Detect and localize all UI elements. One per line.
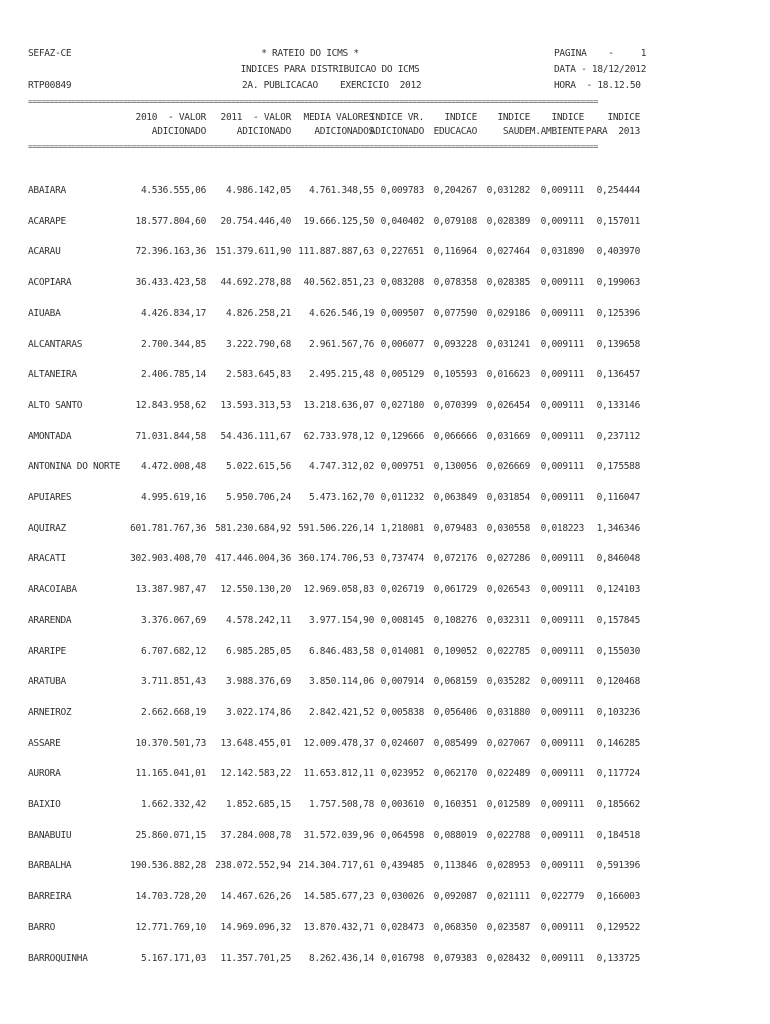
column-header-1-line1: 2010 - VALOR [135, 112, 206, 123]
row-value-col-8: 0,155030 [596, 646, 640, 657]
row-value-col-1: 6.707.682,12 [140, 646, 206, 657]
row-value-col-3: 13.218.636,07 [303, 400, 374, 411]
row-value-col-7: 0,009111 [540, 953, 584, 964]
column-header-4-line2: ADICIONADO [369, 126, 424, 137]
row-value-col-8: 0,591396 [596, 860, 640, 871]
row-value-col-2: 3.988.376,69 [225, 676, 291, 687]
row-value-col-8: 0,254444 [596, 185, 640, 196]
row-value-col-2: 14.467.626,26 [220, 891, 291, 902]
municipality-name: ARARIPE [28, 646, 66, 657]
table-row [0, 860, 770, 872]
table-row [0, 922, 770, 934]
row-value-col-2: 3.222.790,68 [225, 339, 291, 350]
row-value-col-2: 581.230.684,92 [215, 523, 291, 534]
municipality-name: BANABUIU [28, 830, 72, 841]
row-value-col-4: 1,218081 [380, 523, 424, 534]
municipality-name: AIUABA [28, 308, 61, 319]
table-row [0, 707, 770, 719]
row-value-col-8: 0,157011 [596, 216, 640, 227]
row-value-col-1: 302.903.408,70 [130, 553, 206, 564]
row-value-col-7: 0,009111 [540, 277, 584, 288]
exercise-label: EXERCICIO 2012 [340, 80, 422, 91]
municipality-name: ACARAPE [28, 216, 66, 227]
row-value-col-3: 360.174.706,53 [298, 553, 374, 564]
row-value-col-7: 0,009111 [540, 461, 584, 472]
row-value-col-2: 4.986.142,05 [225, 185, 291, 196]
municipality-name: ARACATI [28, 553, 66, 564]
row-value-col-6: 0,031669 [486, 431, 530, 442]
row-value-col-3: 19.666.125,50 [303, 216, 374, 227]
row-value-col-3: 3.850.114,06 [308, 676, 374, 687]
row-value-col-3: 6.846.483,58 [308, 646, 374, 657]
row-value-col-1: 12.843.958,62 [135, 400, 206, 411]
row-value-col-6: 0,026669 [486, 461, 530, 472]
row-value-col-7: 0,009111 [540, 216, 584, 227]
row-value-col-1: 4.472.008,48 [140, 461, 206, 472]
row-value-col-4: 0,040402 [380, 216, 424, 227]
row-value-col-5: 0,093228 [433, 339, 477, 350]
row-value-col-5: 0,204267 [433, 185, 477, 196]
row-value-col-2: 238.072.552,94 [215, 860, 291, 871]
row-value-col-5: 0,066666 [433, 431, 477, 442]
column-header-4-line1: INDICE VR. [369, 112, 424, 123]
row-value-col-6: 0,031241 [486, 339, 530, 350]
row-value-col-7: 0,009111 [540, 799, 584, 810]
table-row [0, 246, 770, 258]
row-value-col-2: 1.852.685,15 [225, 799, 291, 810]
row-value-col-6: 0,021111 [486, 891, 530, 902]
column-header-2-line1: 2011 - VALOR [220, 112, 291, 123]
table-row [0, 676, 770, 688]
row-value-col-3: 12.009.478,37 [303, 738, 374, 749]
row-value-col-3: 2.961.567,76 [308, 339, 374, 350]
table-row [0, 953, 770, 965]
municipality-name: ALCANTARAS [28, 339, 83, 350]
row-value-col-2: 151.379.611,90 [215, 246, 291, 257]
row-value-col-3: 4.747.312,02 [308, 461, 374, 472]
row-value-col-8: 0,846048 [596, 553, 640, 564]
row-value-col-7: 0,018223 [540, 523, 584, 534]
report-date: DATA - 18/12/2012 [554, 64, 647, 75]
municipality-name: BARRO [28, 922, 56, 933]
row-value-col-8: 0,136457 [596, 369, 640, 380]
row-value-col-8: 0,184518 [596, 830, 640, 841]
municipality-name: ALTO SANTO [28, 400, 83, 411]
row-value-col-7: 0,009111 [540, 308, 584, 319]
row-value-col-5: 0,092087 [433, 891, 477, 902]
municipality-name: BARROQUINHA [28, 953, 88, 964]
row-value-col-5: 0,078358 [433, 277, 477, 288]
row-value-col-6: 0,023587 [486, 922, 530, 933]
row-value-col-5: 0,116964 [433, 246, 477, 257]
row-value-col-3: 11.653.812,11 [303, 768, 374, 779]
row-value-col-6: 0,031880 [486, 707, 530, 718]
row-value-col-3: 4.761.348,55 [308, 185, 374, 196]
row-value-col-6: 0,016623 [486, 369, 530, 380]
row-value-col-5: 0,077590 [433, 308, 477, 319]
column-header-3-line1: MEDIA VALORES [303, 112, 374, 123]
row-value-col-6: 0,028432 [486, 953, 530, 964]
row-value-col-8: 1,346346 [596, 523, 640, 534]
row-value-col-7: 0,009111 [540, 738, 584, 749]
row-value-col-5: 0,079108 [433, 216, 477, 227]
row-value-col-4: 0,005838 [380, 707, 424, 718]
table-row [0, 185, 770, 197]
municipality-name: ASSARE [28, 738, 61, 749]
row-value-col-2: 5.022.615,56 [225, 461, 291, 472]
row-value-col-6: 0,022489 [486, 768, 530, 779]
row-value-col-8: 0,120468 [596, 676, 640, 687]
column-header-6-line1: INDICE [497, 112, 530, 123]
row-value-col-8: 0,146285 [596, 738, 640, 749]
row-value-col-6: 0,022788 [486, 830, 530, 841]
row-value-col-4: 0,009783 [380, 185, 424, 196]
row-value-col-5: 0,088019 [433, 830, 477, 841]
row-value-col-3: 31.572.039,96 [303, 830, 374, 841]
row-value-col-4: 0,009507 [380, 308, 424, 319]
row-value-col-8: 0,237112 [596, 431, 640, 442]
row-value-col-1: 4.995.619,16 [140, 492, 206, 503]
program-code: RTP00849 [28, 80, 72, 91]
row-value-col-4: 0,005129 [380, 369, 424, 380]
row-value-col-1: 36.433.423,58 [135, 277, 206, 288]
row-value-col-4: 0,030026 [380, 891, 424, 902]
column-header-6-line2: SAUDE [502, 126, 530, 137]
row-value-col-6: 0,012589 [486, 799, 530, 810]
table-row [0, 339, 770, 351]
row-value-col-5: 0,105593 [433, 369, 477, 380]
column-header-1-line2: ADICIONADO [151, 126, 206, 137]
row-value-col-4: 0,011232 [380, 492, 424, 503]
row-value-col-4: 0,083208 [380, 277, 424, 288]
row-value-col-3: 1.757.508,78 [308, 799, 374, 810]
row-value-col-1: 3.376.067,69 [140, 615, 206, 626]
row-value-col-7: 0,009111 [540, 400, 584, 411]
row-value-col-3: 62.733.978,12 [303, 431, 374, 442]
row-value-col-8: 0,116047 [596, 492, 640, 503]
row-value-col-7: 0,009111 [540, 646, 584, 657]
row-value-col-3: 12.969.058,83 [303, 584, 374, 595]
row-value-col-3: 214.304.717,61 [298, 860, 374, 871]
table-row [0, 768, 770, 780]
row-value-col-2: 4.578.242,11 [225, 615, 291, 626]
row-value-col-7: 0,009111 [540, 339, 584, 350]
row-value-col-6: 0,028385 [486, 277, 530, 288]
column-header-8-line1: INDICE [607, 112, 640, 123]
row-value-col-8: 0,185662 [596, 799, 640, 810]
row-value-col-5: 0,079483 [433, 523, 477, 534]
row-value-col-7: 0,009111 [540, 185, 584, 196]
row-value-col-2: 4.826.258,21 [225, 308, 291, 319]
row-value-col-6: 0,031854 [486, 492, 530, 503]
row-value-col-8: 0,125396 [596, 308, 640, 319]
row-value-col-1: 2.662.668,19 [140, 707, 206, 718]
row-value-col-2: 20.754.446,40 [220, 216, 291, 227]
row-value-col-6: 0,027464 [486, 246, 530, 257]
report-title: * RATEIO DO ICMS * [261, 48, 359, 59]
row-value-col-8: 0,124103 [596, 584, 640, 595]
row-value-col-6: 0,031282 [486, 185, 530, 196]
row-value-col-1: 5.167.171,03 [140, 953, 206, 964]
row-value-col-6: 0,027286 [486, 553, 530, 564]
row-value-col-1: 25.860.071,15 [135, 830, 206, 841]
row-value-col-6: 0,030558 [486, 523, 530, 534]
row-value-col-4: 0,009751 [380, 461, 424, 472]
row-value-col-2: 12.142.583,22 [220, 768, 291, 779]
row-value-col-4: 0,026719 [380, 584, 424, 595]
row-value-col-4: 0,439485 [380, 860, 424, 871]
row-value-col-2: 13.648.455,01 [220, 738, 291, 749]
row-value-col-5: 0,108276 [433, 615, 477, 626]
row-value-col-8: 0,133146 [596, 400, 640, 411]
row-value-col-1: 18.577.804,60 [135, 216, 206, 227]
separator-bottom: ==================================================================================================================================== [28, 143, 598, 151]
row-value-col-1: 72.396.163,36 [135, 246, 206, 257]
municipality-name: ARNEIROZ [28, 707, 72, 718]
column-header-5-line1: INDICE [444, 112, 477, 123]
municipality-name: ARACOIABA [28, 584, 77, 595]
column-header-5-line2: EDUCACAO [433, 126, 477, 137]
row-value-col-5: 0,109052 [433, 646, 477, 657]
row-value-col-4: 0,027180 [380, 400, 424, 411]
row-value-col-7: 0,009111 [540, 584, 584, 595]
table-row [0, 400, 770, 412]
row-value-col-8: 0,157845 [596, 615, 640, 626]
municipality-name: ABAIARA [28, 185, 66, 196]
org-name: SEFAZ-CE [28, 48, 72, 59]
row-value-col-1: 4.536.555,06 [140, 185, 206, 196]
row-value-col-5: 0,061729 [433, 584, 477, 595]
table-row [0, 461, 770, 473]
municipality-name: ACARAU [28, 246, 61, 257]
row-value-col-1: 190.536.882,28 [130, 860, 206, 871]
row-value-col-8: 0,199063 [596, 277, 640, 288]
row-value-col-7: 0,009111 [540, 369, 584, 380]
row-value-col-7: 0,009111 [540, 922, 584, 933]
row-value-col-3: 4.626.546,19 [308, 308, 374, 319]
row-value-col-1: 1.662.332,42 [140, 799, 206, 810]
municipality-name: ACOPIARA [28, 277, 72, 288]
table-row [0, 553, 770, 565]
row-value-col-6: 0,028389 [486, 216, 530, 227]
row-value-col-3: 2.842.421,52 [308, 707, 374, 718]
row-value-col-7: 0,022779 [540, 891, 584, 902]
table-row [0, 799, 770, 811]
municipality-name: ALTANEIRA [28, 369, 77, 380]
row-value-col-5: 0,068350 [433, 922, 477, 933]
row-value-col-3: 2.495.215,48 [308, 369, 374, 380]
row-value-col-6: 0,027067 [486, 738, 530, 749]
row-value-col-5: 0,130056 [433, 461, 477, 472]
table-row [0, 523, 770, 535]
row-value-col-1: 11.165.041,01 [135, 768, 206, 779]
row-value-col-7: 0,009111 [540, 768, 584, 779]
row-value-col-4: 0,014081 [380, 646, 424, 657]
row-value-col-5: 0,068159 [433, 676, 477, 687]
row-value-col-5: 0,085499 [433, 738, 477, 749]
table-row [0, 584, 770, 596]
table-row [0, 369, 770, 381]
row-value-col-7: 0,009111 [540, 615, 584, 626]
table-row [0, 492, 770, 504]
row-value-col-3: 591.506.226,14 [298, 523, 374, 534]
row-value-col-1: 4.426.834,17 [140, 308, 206, 319]
report-subtitle: INDICES PARA DISTRIBUICAO DO ICMS [240, 64, 420, 75]
row-value-col-3: 40.562.851,23 [303, 277, 374, 288]
municipality-name: ARARENDA [28, 615, 72, 626]
row-value-col-3: 3.977.154,90 [308, 615, 374, 626]
row-value-col-7: 0,009111 [540, 830, 584, 841]
row-value-col-8: 0,103236 [596, 707, 640, 718]
row-value-col-8: 0,139658 [596, 339, 640, 350]
row-value-col-8: 0,117724 [596, 768, 640, 779]
row-value-col-1: 2.406.785,14 [140, 369, 206, 380]
row-value-col-4: 0,064598 [380, 830, 424, 841]
row-value-col-5: 0,063849 [433, 492, 477, 503]
row-value-col-8: 0,129522 [596, 922, 640, 933]
row-value-col-1: 3.711.851,43 [140, 676, 206, 687]
separator-top: ==================================================================================================================================== [28, 98, 598, 106]
row-value-col-5: 0,160351 [433, 799, 477, 810]
row-value-col-7: 0,009111 [540, 676, 584, 687]
row-value-col-2: 417.446.004,36 [215, 553, 291, 564]
municipality-name: BAIXIO [28, 799, 61, 810]
row-value-col-7: 0,009111 [540, 707, 584, 718]
row-value-col-4: 0,028473 [380, 922, 424, 933]
column-header-8-line2: PARA 2013 [585, 126, 640, 137]
table-row [0, 308, 770, 320]
column-header-7-line1: INDICE [551, 112, 584, 123]
row-value-col-6: 0,028953 [486, 860, 530, 871]
row-value-col-4: 0,023952 [380, 768, 424, 779]
row-value-col-8: 0,403970 [596, 246, 640, 257]
row-value-col-2: 13.593.313,53 [220, 400, 291, 411]
row-value-col-6: 0,035282 [486, 676, 530, 687]
row-value-col-4: 0,006077 [380, 339, 424, 350]
municipality-name: AURORA [28, 768, 61, 779]
municipality-name: AQUIRAZ [28, 523, 66, 534]
row-value-col-1: 12.771.769,10 [135, 922, 206, 933]
row-value-col-8: 0,133725 [596, 953, 640, 964]
row-value-col-2: 54.436.111,67 [220, 431, 291, 442]
row-value-col-2: 12.550.130,20 [220, 584, 291, 595]
table-row [0, 277, 770, 289]
row-value-col-4: 0,003610 [380, 799, 424, 810]
row-value-col-1: 71.031.844,58 [135, 431, 206, 442]
row-value-col-2: 5.950.706,24 [225, 492, 291, 503]
table-row [0, 431, 770, 443]
publication-label: 2A. PUBLICACAO [242, 80, 318, 91]
row-value-col-4: 0,227651 [380, 246, 424, 257]
table-row [0, 738, 770, 750]
row-value-col-5: 0,062170 [433, 768, 477, 779]
row-value-col-4: 0,129666 [380, 431, 424, 442]
row-value-col-3: 8.262.436,14 [308, 953, 374, 964]
row-value-col-8: 0,166003 [596, 891, 640, 902]
municipality-name: BARBALHA [28, 860, 72, 871]
column-header-2-line2: ADICIONADO [236, 126, 291, 137]
row-value-col-5: 0,056406 [433, 707, 477, 718]
row-value-col-2: 37.284.008,78 [220, 830, 291, 841]
table-row [0, 830, 770, 842]
row-value-col-1: 2.700.344,85 [140, 339, 206, 350]
row-value-col-6: 0,032311 [486, 615, 530, 626]
row-value-col-1: 10.370.501,73 [135, 738, 206, 749]
row-value-col-5: 0,070399 [433, 400, 477, 411]
row-value-col-2: 2.583.645,83 [225, 369, 291, 380]
row-value-col-2: 3.022.174,86 [225, 707, 291, 718]
column-header-7-line2: M.AMBIENTE [529, 126, 584, 137]
municipality-name: AMONTADA [28, 431, 72, 442]
row-value-col-7: 0,031890 [540, 246, 584, 257]
row-value-col-4: 0,007914 [380, 676, 424, 687]
row-value-col-4: 0,024607 [380, 738, 424, 749]
row-value-col-2: 11.357.701,25 [220, 953, 291, 964]
row-value-col-4: 0,008145 [380, 615, 424, 626]
municipality-name: ANTONINA DO NORTE [28, 461, 121, 472]
municipality-name: APUIARES [28, 492, 72, 503]
table-row [0, 615, 770, 627]
municipality-name: BARREIRA [28, 891, 72, 902]
row-value-col-2: 44.692.278,88 [220, 277, 291, 288]
row-value-col-2: 6.985.285,05 [225, 646, 291, 657]
row-value-col-7: 0,009111 [540, 431, 584, 442]
table-row [0, 216, 770, 228]
row-value-col-3: 14.585.677,23 [303, 891, 374, 902]
row-value-col-1: 601.781.767,36 [130, 523, 206, 534]
row-value-col-5: 0,113846 [433, 860, 477, 871]
row-value-col-5: 0,079383 [433, 953, 477, 964]
row-value-col-3: 13.870.432,71 [303, 922, 374, 933]
column-header-3-line2: ADICIONADOS [314, 126, 374, 137]
row-value-col-7: 0,009111 [540, 553, 584, 564]
table-row [0, 891, 770, 903]
row-value-col-7: 0,009111 [540, 492, 584, 503]
row-value-col-6: 0,029186 [486, 308, 530, 319]
row-value-col-6: 0,026454 [486, 400, 530, 411]
row-value-col-1: 14.703.728,20 [135, 891, 206, 902]
row-value-col-4: 0,737474 [380, 553, 424, 564]
row-value-col-8: 0,175588 [596, 461, 640, 472]
row-value-col-4: 0,016798 [380, 953, 424, 964]
table-row [0, 646, 770, 658]
page-number: PAGINA - 1 [554, 48, 647, 59]
row-value-col-2: 14.969.096,32 [220, 922, 291, 933]
municipality-name: ARATUBA [28, 676, 66, 687]
row-value-col-7: 0,009111 [540, 860, 584, 871]
row-value-col-5: 0,072176 [433, 553, 477, 564]
row-value-col-6: 0,026543 [486, 584, 530, 595]
row-value-col-1: 13.387.987,47 [135, 584, 206, 595]
report-time: HORA - 18.12.50 [554, 80, 641, 91]
row-value-col-6: 0,022785 [486, 646, 530, 657]
row-value-col-3: 5.473.162,70 [308, 492, 374, 503]
row-value-col-3: 111.887.887,63 [298, 246, 374, 257]
